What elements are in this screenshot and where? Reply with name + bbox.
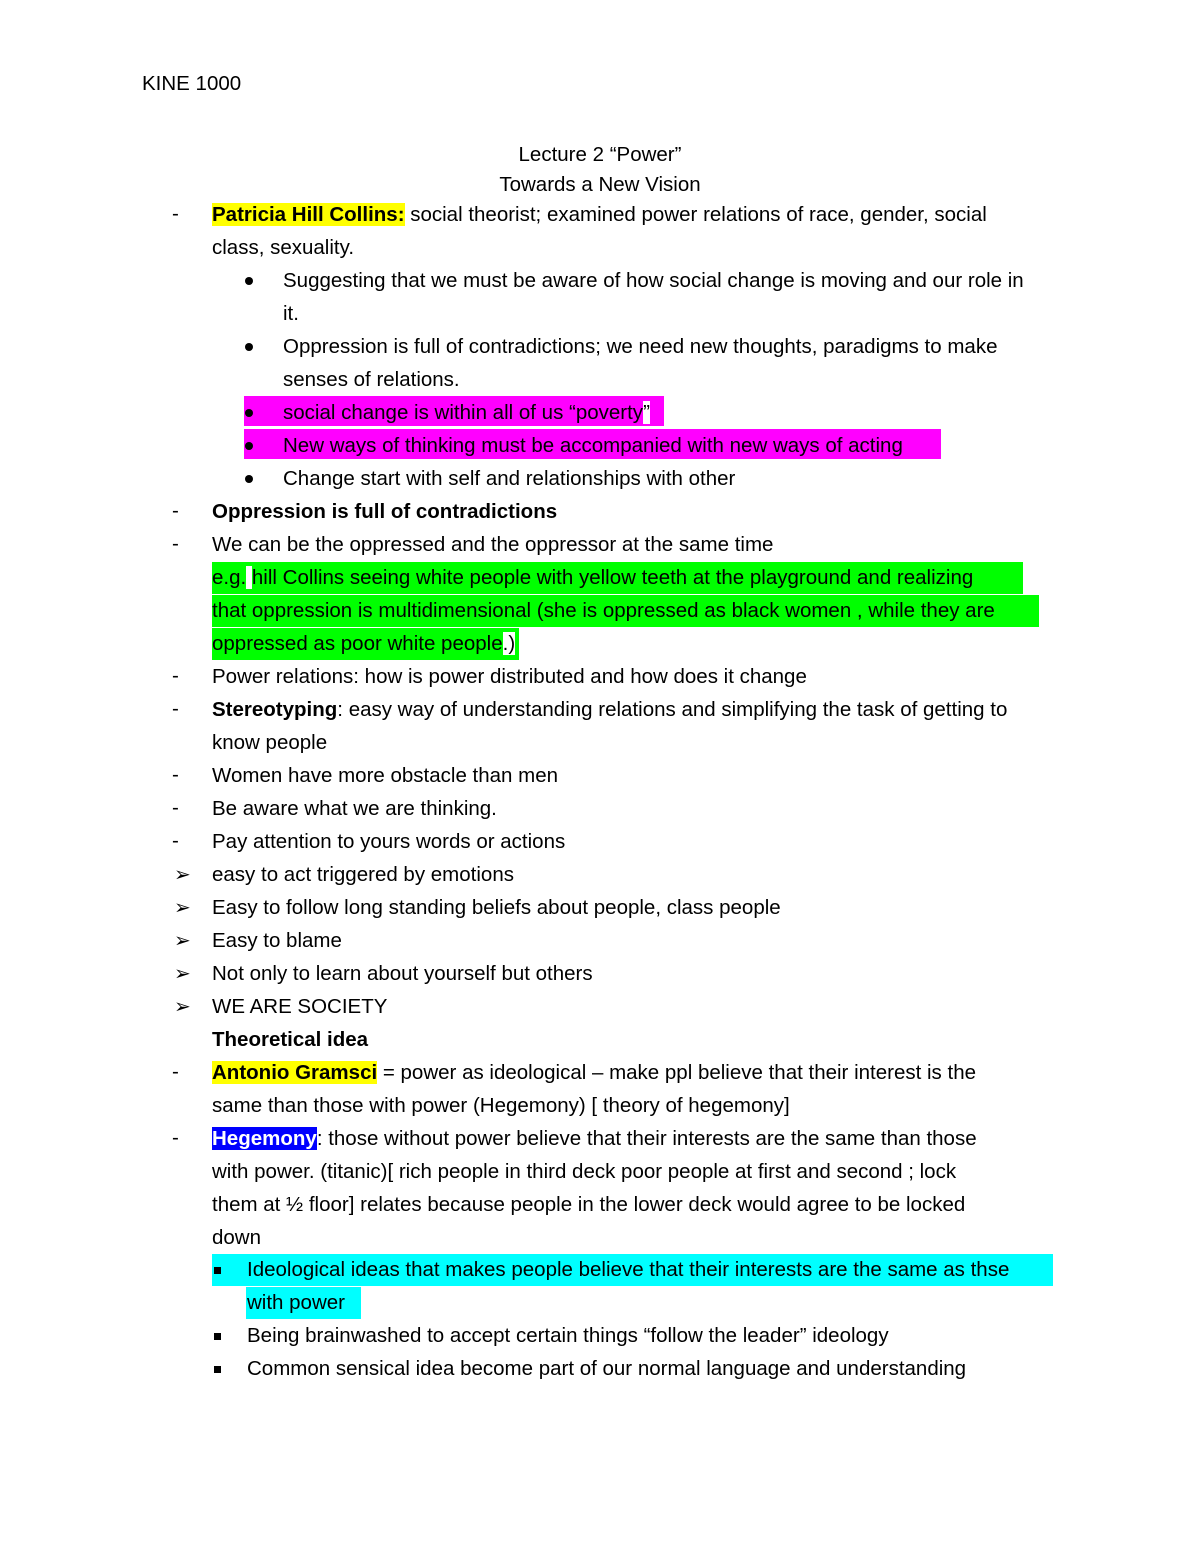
dash-bullet: - — [172, 664, 179, 687]
hegemony-line-4: down — [212, 1226, 262, 1249]
stereotyping-text: : easy way of understanding relations and simplifying the task of getting to — [337, 698, 1008, 721]
gramsci-line-1 — [212, 1060, 976, 1086]
collins-bullet-2a: Oppression is full of contradictions; we need new thoughts, paradigms to make — [283, 335, 998, 358]
example-line-2: that oppression is multidimensional (she is oppressed as black women , while they are — [212, 599, 995, 622]
round-bullet — [244, 466, 256, 492]
hegemony-line-2: with power. (titanic)[ rich people in third deck poor people at first and second ; lock — [212, 1160, 957, 1183]
round-bullet — [244, 400, 256, 426]
hegemony-line-3: them at ½ floor] relates because people in the lower deck would agree to be locked — [212, 1193, 966, 1216]
dash-bullet: - — [172, 697, 179, 720]
arrow-item-5: WE ARE SOCIETY — [212, 995, 388, 1018]
item-oppression-text: Oppression is full of contradictions — [212, 500, 558, 523]
item-women: Women have more obstacle than men — [212, 764, 559, 787]
collins-bullet-3-text: social change is within all of us “poverty — [283, 401, 644, 424]
stereotyping-term: Stereotyping — [212, 698, 338, 721]
dash-bullet: - — [172, 829, 179, 852]
collins-bullet-3-quote: ” — [643, 401, 650, 424]
gramsci-line-2: same than those with power (Hegemony) [ theory of hegemony] — [212, 1094, 790, 1117]
square-bullet — [214, 1356, 226, 1382]
collins-bullet-1b: it. — [283, 302, 299, 325]
round-bullet — [244, 334, 256, 360]
arrow-bullet-icon: ➢ — [174, 864, 191, 886]
dash-bullet: - — [172, 796, 179, 819]
item-stereotyping — [212, 697, 1007, 723]
arrow-bullet-icon: ➢ — [174, 996, 191, 1018]
dash-bullet: - — [172, 499, 179, 522]
arrow-item-4: Not only to learn about yourself but others — [212, 962, 593, 985]
round-bullet — [244, 268, 256, 294]
hegemony-term: Hegemony — [212, 1127, 317, 1150]
collins-bullet-1a: Suggesting that we must be aware of how social change is moving and our role in — [283, 269, 1024, 292]
item-attention: Pay attention to yours words or actions — [212, 830, 566, 853]
lecture-subtitle: Towards a New Vision — [499, 173, 701, 196]
item-power-relations: Power relations: how is power distributed and how does it change — [212, 665, 807, 688]
example-label: e.g. — [212, 566, 247, 589]
example-line-1 — [212, 565, 973, 591]
collins-bullet-2b: senses of relations. — [283, 368, 460, 391]
arrow-bullet-icon: ➢ — [174, 963, 191, 985]
dash-bullet: - — [172, 763, 179, 786]
collins-bullet-3 — [283, 400, 650, 426]
collins-bullet-5: Change start with self and relationships with other — [283, 467, 736, 490]
arrow-item-2: Easy to follow long standing beliefs about people, class people — [212, 896, 781, 919]
hegemony-line-1 — [212, 1126, 977, 1152]
round-bullet — [244, 433, 256, 459]
hegemony-sub-1b: with power — [247, 1291, 345, 1314]
arrow-item-3: Easy to blame — [212, 929, 342, 952]
gramsci-name: Antonio Gramsci — [212, 1061, 378, 1084]
item-stereotyping-2: know people — [212, 731, 328, 754]
collins-line-1 — [212, 202, 987, 228]
example-text-3: oppressed as poor white people — [212, 632, 503, 655]
item-aware: Be aware what we are thinking. — [212, 797, 497, 820]
theoretical-heading-text: Theoretical idea — [212, 1028, 369, 1051]
hegemony-text-1: those without power believe that their interests are the same than those — [322, 1127, 977, 1150]
arrow-item-1: easy to act triggered by emotions — [212, 863, 514, 886]
collins-bullet-4: New ways of thinking must be accompanied with new ways of acting — [283, 434, 903, 457]
item-oppressed: We can be the oppressed and the oppressor at the same time — [212, 533, 774, 556]
hegemony-sub-1a: Ideological ideas that makes people believe that their interests are the same as thse — [247, 1258, 1010, 1281]
hegemony-colon: : — [316, 1127, 323, 1150]
collins-line-2: class, sexuality. — [212, 236, 355, 259]
example-line-3 — [212, 631, 515, 657]
hegemony-sub-3: Common sensical idea become part of our normal language and understanding — [247, 1357, 967, 1380]
dash-bullet: - — [172, 202, 179, 225]
example-tail: .) — [502, 632, 516, 655]
dash-bullet: - — [172, 1060, 179, 1083]
hegemony-sub-2: Being brainwashed to accept certain things “follow the leader” ideology — [247, 1324, 889, 1347]
collins-text-1: social theorist; examined power relations of race, gender, social — [404, 203, 987, 226]
arrow-bullet-icon: ➢ — [174, 930, 191, 952]
square-bullet — [214, 1257, 226, 1283]
square-bullet — [214, 1323, 226, 1349]
course-header: KINE 1000 — [142, 72, 242, 95]
arrow-bullet-icon: ➢ — [174, 897, 191, 919]
gramsci-text-1: = power as ideological – make ppl believe that their interest is the — [377, 1061, 976, 1084]
dash-bullet: - — [172, 1126, 179, 1149]
item-oppression — [212, 499, 557, 525]
collins-name: Patricia Hill Collins: — [212, 203, 405, 226]
example-text-1: hill Collins seeing white people with yellow teeth at the playground and realizing — [251, 566, 974, 589]
lecture-title: Lecture 2 “Power” — [518, 143, 682, 166]
theoretical-heading — [212, 1027, 368, 1053]
dash-bullet: - — [172, 532, 179, 555]
